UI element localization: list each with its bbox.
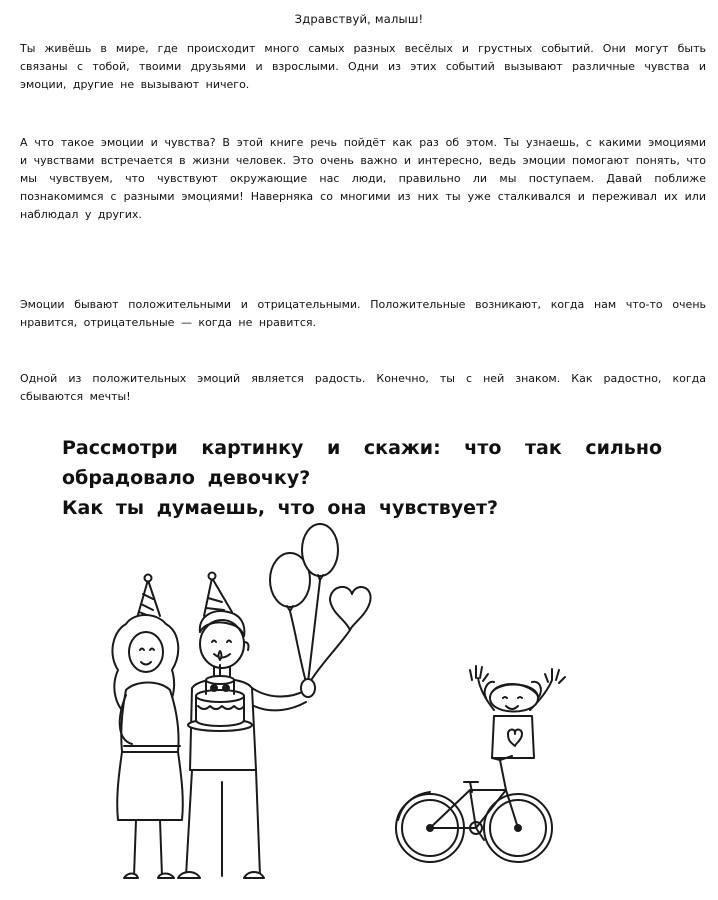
woman-figure [112,575,182,879]
page-greeting: Здравствуй, малыш! [294,12,424,26]
balloons [270,524,371,682]
task-question-1: Рассмотри картинку и скажи: что так сильно обрадовало девочку? [62,437,662,489]
task-question-2: Как ты думаешь, что она чувствует? [62,497,499,519]
birthday-illustration [0,520,718,900]
paragraph-intro: Ты живёшь в мире, где происходит много самых разных весёлых и грустных событий. Они могут быть связаны с тобой, твоими друзьями и взрослыми. Одни из этих событий вызывают различные чувства и эмоции, другие не вызывают ничего. [20,42,706,91]
paragraph-joy: Одной из положительных эмоций является радость. Конечно, ты с ней знаком. Как радостно, когда сбываются мечты! [20,372,706,403]
paragraph-emotions-question: А что такое эмоции и чувства? В этой книге речь пойдёт как раз об этом. Ты узнаешь, с какими эмоциями и чувствами встречается в жизни человек. Это очень важно и интересно, ведь эмоции помогают понять, что мы чувствуем, что чувствуют окружающие нас люди, правильно ли мы поступаем. Давай поближе познакомимся с разными эмоциями! Наверняка со многими из них ты уже сталкивался и переживал их или наблюдал у других. [20,136,706,221]
bicycle [396,756,552,862]
paragraph-positive-negative: Эмоции бывают положительными и отрицательными. Положительные возникают, когда нам что-то очень нравится, отрицательные — когда не нравится. [20,298,706,329]
girl-figure [470,666,565,758]
